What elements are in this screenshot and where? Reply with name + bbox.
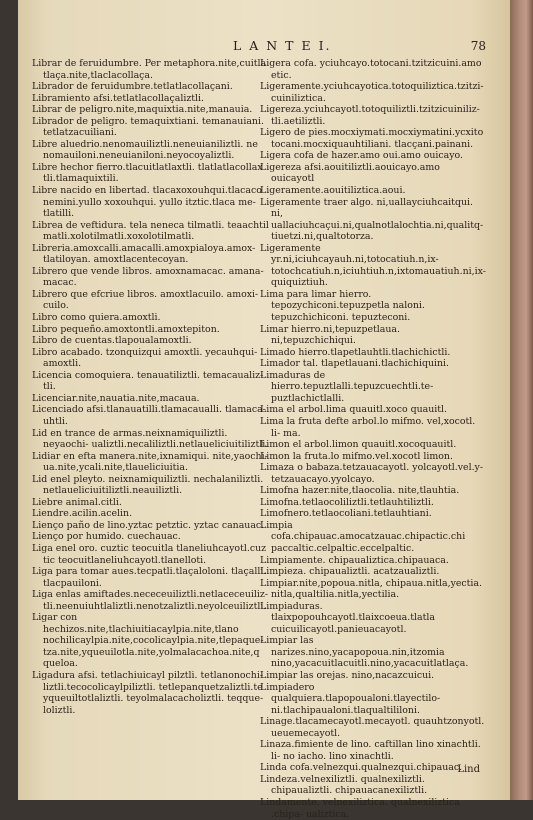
dictionary-entry: Limaduras de hierro.tepuztlalli.tepuzcuechtli.te- puztlachictlalli.	[260, 369, 434, 404]
dictionary-entry: Lindamente. velnexiliztica. qualnexiliztica .chipa- ualiztica.	[260, 797, 460, 820]
book-page	[18, 0, 510, 820]
dictionary-entry: Limofna.tetlaocoliliztli.tetlauhtiliztli.	[260, 496, 434, 508]
book-edge	[510, 0, 533, 800]
dictionary-entry: Lienço paño de lino.yztac petztic. yztac canauac.	[32, 519, 265, 531]
dictionary-entry: Limon el arbol.limon quauitl.xocoquauitl.	[260, 439, 457, 451]
dictionary-entry: Limpiar las narizes.nino,yacapopoua.nin,itzomia nino,yacacuitlacuitli.nino,yacacuitlatlaça.	[260, 635, 469, 670]
dictionary-entry: Ligera cofa de hazer.amo oui.amo ouicayo.	[260, 150, 463, 162]
dictionary-entry: Limpiamente. chipaualiztica.chipauaca.	[260, 554, 449, 566]
right-column	[260, 58, 486, 820]
dictionary-entry: Licenciar.nite,nauatia.nite,macaua.	[32, 392, 200, 404]
dictionary-entry: Liga enlas amiftades.nececeuiliztli.netlaceceuiliz- tli.neenuiuhtlaliztli.nenotzaliztli.neyolceuiliztli.	[32, 589, 268, 612]
dictionary-entry: Librador de peligro. temaquixtiani. temanauiani. tetlatzacuiliani.	[32, 115, 264, 139]
dictionary-entry: Librero que vende libros. amoxnamacac. amana- macac.	[32, 265, 264, 289]
dictionary-entry: Libramiento afsi.tetlatlacollaçaliztli.	[32, 92, 205, 104]
dictionary-entry: Librar de feruidumbre. Per metaphora.nite,cuitla tlaça.nite,tlaclacollaça.	[32, 58, 267, 81]
dictionary-entry: Limon la fruta.lo mifmo.vel.xocotl limon.	[260, 450, 453, 462]
dictionary-entry: Limpieza. chipaualiztli. acatzaualiztli.	[260, 566, 440, 578]
dictionary-entry: Libre aluedrio.nenomauiliztli.neneuianiliztli. ne nomauiloni.neneuianiloni.neyocoyaliztli.	[32, 138, 258, 162]
dictionary-entry: Ligeramente traer algo. ni,uallayciuhcaitqui. ni, uallaciuhcaçui.ni,qualnotlalochtia.ni,qualitq- tiuetzi.ni,qualtotorza.	[260, 196, 484, 243]
dictionary-entry: Ligereza.yciuhcayotl.totoquiliztli.tzitzicuiniliz- tli.aetiliztli.	[260, 104, 480, 127]
dictionary-entry: Limofnero.tetlaocoliani.tetlauhtiani.	[260, 508, 432, 520]
dictionary-entry: Linda cofa.velnezqui.qualnezqui.chipauac.	[260, 762, 463, 774]
dictionary-entry: Libreria.amoxcalli.amacalli.amoxpialoya.amox- tlatiloyan. amoxtlacentecoyan.	[32, 242, 256, 266]
left-column	[32, 58, 272, 758]
running-head: L A N T E I.	[233, 38, 332, 53]
dictionary-entry: Ligeramente.aouitiliztica.aoui.	[260, 185, 406, 197]
page-header	[18, 38, 510, 58]
dictionary-entry: Lid en trance de armas.neixnamiquiliztli. neyaochi- ualiztli.necaliliztli.netlaueliciuitiliztli.	[32, 427, 269, 451]
dictionary-entry: Licencia comoquiera. tenauatiliztli. temacaualiz- tli.	[32, 369, 264, 393]
dictionary-entry: Limpiar las orejas. nino,nacazcuicui.	[260, 669, 435, 681]
dictionary-entry: Linaza.fimiente de lino. caftillan lino xinachtli. li- no iacho. lino xinachtli.	[260, 739, 481, 762]
dictionary-entry: Libro como quiera.amoxtli.	[32, 312, 161, 324]
dictionary-entry: Librar de peligro.nite,maquixtia.nite,manauia.	[32, 104, 253, 116]
dictionary-entry: Ligar con hechizos.nite,tlachiuitiacaylpia.nite,tlano nochilicaylpia.nite,cocolicaylpia.nite,tlepaque- tza.nite,yqueuilotla.nite,yolmalacachoa.nite,q queloa.	[32, 612, 264, 670]
dictionary-entry: Lienço por humido. cuechauac.	[32, 531, 181, 543]
dictionary-entry: Ligereza afsi.aouitiliztli.aouicayo.amo ouicayotl	[260, 161, 440, 185]
dictionary-entry: Lima el arbol.lima quauitl.xoco quauitl.	[260, 404, 447, 416]
dictionary-entry: Limpia cofa.chipauac.amocatzauac.chipactic.chi paccaltic.celpaltic.eccelpaltic.	[260, 519, 466, 554]
dictionary-entry: Ligadura afsi. tetlachiuicayl pilztli. tetlanonochi- liztli.tecocolicaylpiliztli. tetlepanquetzaliztli.te yqueuiltotlaliztli. teyolmalacacholiztli. teqque- loliztli.	[32, 669, 264, 716]
dictionary-entry: Ligera cofa. yciuhcayo.totocani.tzitzicuini.amo etic.	[260, 58, 482, 81]
dictionary-entry: Librador de feruidumbre.tetlatlacollaçani.	[32, 81, 233, 93]
dictionary-entry: Libre nacido en libertad. tlacaxoxouhqui.tlacaco nemini.yullo xoxouhqui. yullo itztic.tlaca me- tlatilli.	[32, 185, 262, 220]
dictionary-entry: Ligero de pies.mocxiymati.mocxiymatini.ycxito tocani.mocxiquauhtiliani. tlacçani.painani.	[260, 127, 484, 150]
dictionary-entry: Limpiar.nite,popoua.nitla, chipaua.nitla,yectia. nitla,qualtilia.nitla,yectilia.	[260, 577, 482, 601]
dictionary-entry: Limaza o babaza.tetzauacayotl. yolcayotl.vel.y- tetzauacayo.yyolcayo.	[260, 462, 484, 485]
dictionary-entry: Lidiar en efta manera.nite,ixnamiqui. nite,yaochi- ua.nite,ycali.nite,tlaueliciuitia.	[32, 450, 268, 474]
dictionary-entry: Limpiadero qualquiera.tlapopoualoni.tlayectilo- ni.tlachipaualoni.tlaqualtililoni.	[260, 681, 441, 716]
dictionary-entry: Liebre animal.citli.	[32, 496, 122, 508]
dictionary-entry: Licenciado afsi.tlanauatilli.tlamacaualli. tlamaca- uhtli.	[32, 404, 266, 427]
dictionary-entry: Limpiaduras. tlaixpopouhcayotl.tlaixcoeua.tlatla cuicuilicayotl.panieuacayotl.	[260, 600, 435, 635]
dictionary-entry: Libro pequeño.amoxtontli.amoxtepiton.	[32, 323, 220, 335]
dictionary-entry: Ligeramente.yciuhcayotica.totoquiliztica.tzitzi- cuiniliztica.	[260, 81, 484, 104]
dictionary-entry: Ligeramente yr.ni,iciuhcayauh.ni,totocatiuh.n,ix- totochcatiuh.n,iciuhtiuh.n,ixtomauatiuh.ni,ix- quiquiztiuh.	[260, 242, 486, 289]
dictionary-entry: Libro de cuentas.tlapoualamoxtli.	[32, 335, 192, 347]
dictionary-entry: Limofna hazer.nite,tlaocolia. nite,tlauhtia.	[260, 485, 460, 497]
dictionary-entry: Linage.tlacamecayotl.mecayotl. quauhtzonyotl. ueuemecayotl.	[260, 716, 485, 739]
dictionary-entry: Liendre.acilin.acelin.	[32, 508, 133, 520]
dictionary-entry: Librea de veftidura. tela neneca tilmatli. teaachtil matli.xolotilmatli.xoxolotilmatli.	[32, 219, 269, 243]
dictionary-entry: Limado hierro.tlapetlauhtli.tlachichictli.	[260, 346, 451, 358]
dictionary-entry: Lid enel pleyto. neixnamiquiliztli. nechalaniliztli. netlaueliciuitiliztli.neauiliztli.	[32, 473, 264, 497]
dictionary-entry: Lima la fruta defte arbol.lo mifmo. vel,xocotl. li- ma.	[260, 415, 476, 439]
dictionary-entry: Lindeza.velnexiliztli. qualnexiliztli. chipaualiztli. chipauacanexiliztli.	[260, 773, 428, 797]
dictionary-entry: Libro acabado. tzonquizqui amoxtli. yecauhqui- amoxtli.	[32, 346, 258, 370]
page-number: 78	[470, 39, 486, 53]
dictionary-entry: Librero que efcriue libros. amoxtlacuilo. amoxi- cuilo.	[32, 288, 259, 312]
catchword: Lind	[457, 764, 480, 775]
dictionary-entry: Limador tal. tlapetlauani.tlachichiquini.	[260, 358, 450, 370]
dictionary-entry: Libre hechor fierro.tlacuitlatlaxtli. tlatlatlacollax tli.tlamaquixtili.	[32, 161, 263, 185]
dictionary-entry: Liga para tomar aues.tecpatli.tlaçaloloni. tlaçalli. tlacpauiloni.	[32, 566, 267, 589]
dictionary-entry: Limar hierro.ni,tepuzpetlaua. ni,tepuzchichiqui.	[260, 323, 400, 347]
dictionary-entry: Liga enel oro. cuztic teocuitla tlaneliuhcayotl.cuz tic teocuitlaneliuhcayotl.tlanelloti.	[32, 542, 267, 566]
dictionary-entry: Lima para limar hierro. tepozychiconi.tepuzpetla naloni. tepuzchichiconi. tepuzteconi.	[260, 288, 425, 324]
